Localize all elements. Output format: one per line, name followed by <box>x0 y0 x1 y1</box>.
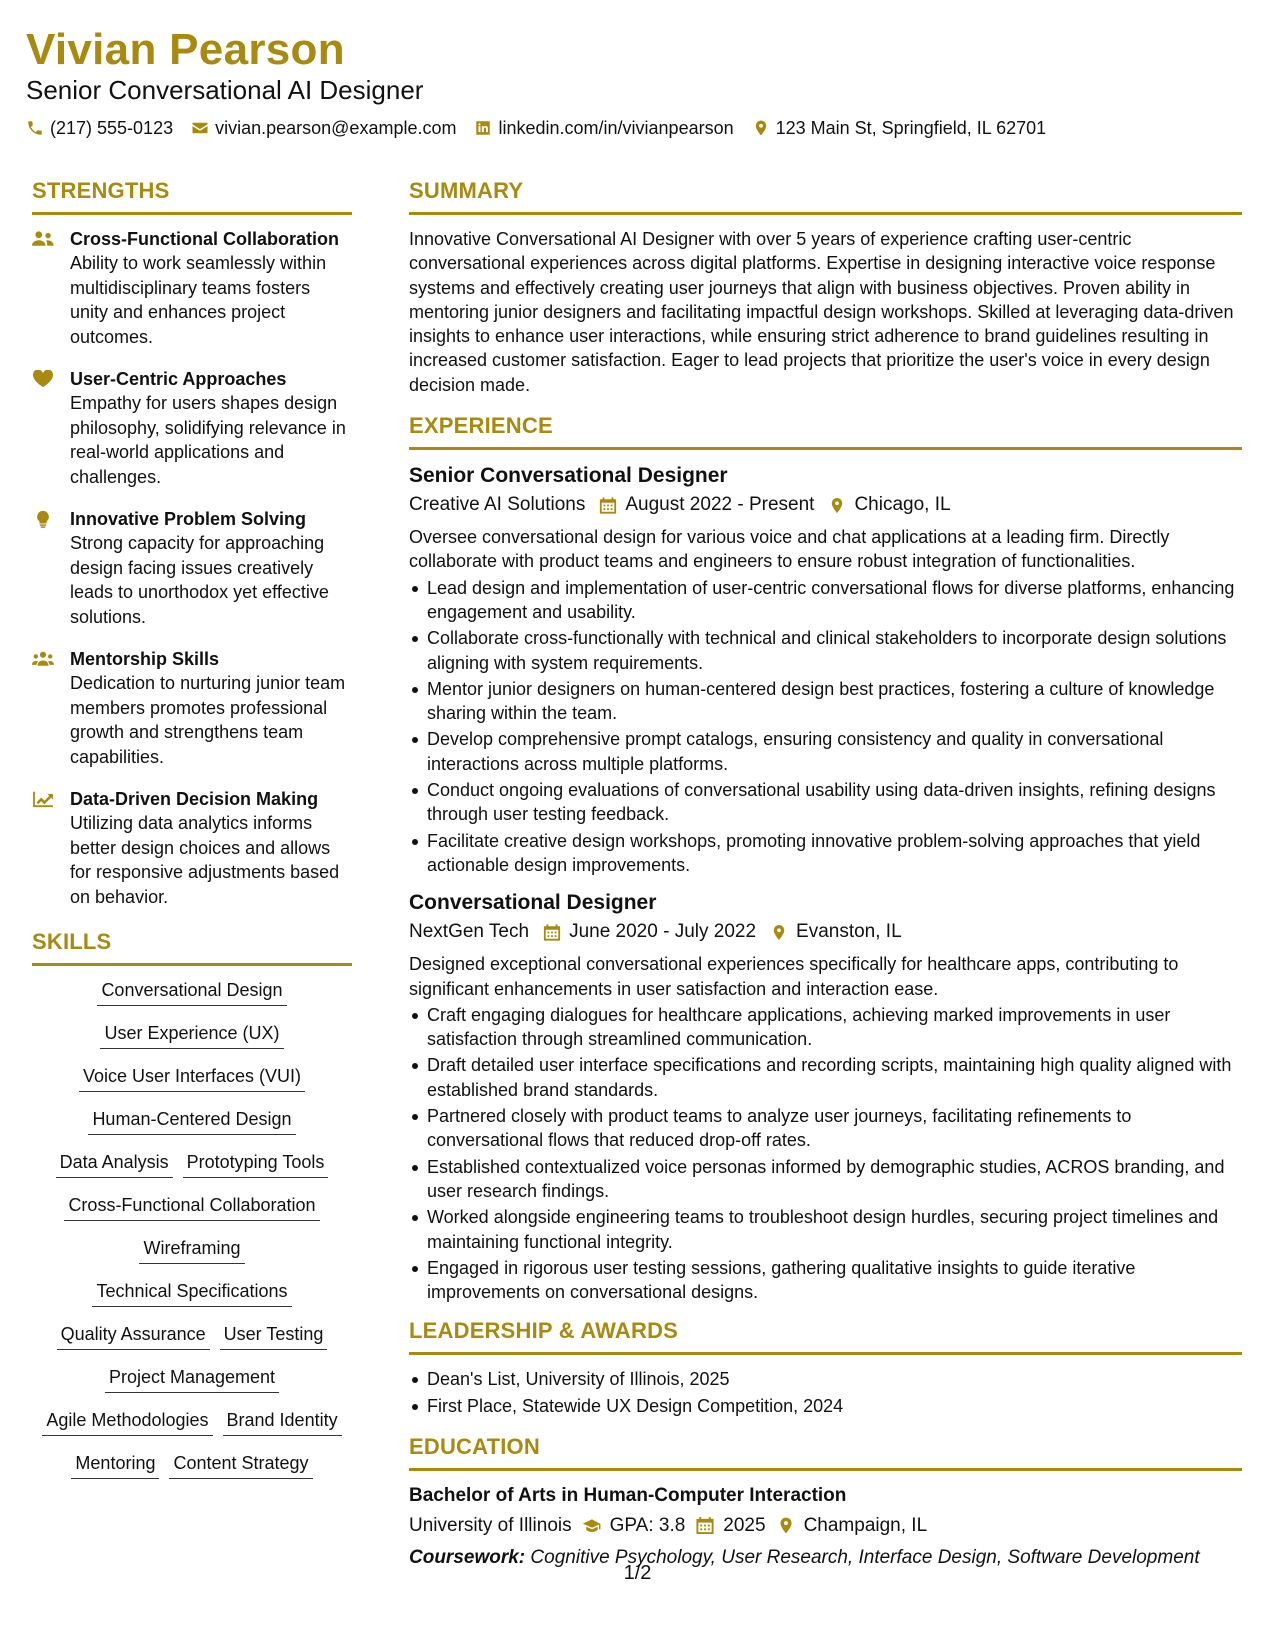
skills-heading: SKILLS <box>32 927 352 966</box>
skill-tag: Voice User Interfaces (VUI) <box>79 1064 305 1092</box>
left-column <box>32 176 352 1494</box>
awards-list <box>409 1367 1242 1418</box>
page-number: 1/2 <box>623 1562 652 1584</box>
job-dates: June 2020 - July 2022 <box>569 921 757 943</box>
lightbulb-icon <box>32 510 54 528</box>
skill-tag: Agile Methodologies <box>42 1408 212 1436</box>
email-text: vivian.pearson@example.com <box>215 118 457 138</box>
address-text: 123 Main St, Springfield, IL 62701 <box>775 118 1047 138</box>
strength-item <box>32 787 352 909</box>
chart-line-icon <box>32 790 54 808</box>
awards-heading: LEADERSHIP & AWARDS <box>409 1316 1242 1355</box>
summary-text: Innovative Conversational AI Designer with over 5 years of experience crafting user-centric conversational experiences across digital platforms. Expertise in designing interactive voice response systems and effectively creating user journeys that align with business objectives. Proven ability in mentoring junior designers and facilitating impactful design workshops. Skilled at leveraging data-driven insights to enhance user interactions, while ensuring strict adherence to brand guidelines resulting in increased customer satisfaction. Eager to lead projects that prioritize the user's voice in every design decision made. <box>409 229 1234 395</box>
right-column <box>409 176 1242 1571</box>
strength-desc: Empathy for users shapes design philosophy, solidifying relevance in real-world applications and challenges. <box>70 393 346 487</box>
education-year: 2025 <box>723 1514 766 1536</box>
list-item: Lead design and implementation of user-centric conversational flows for diverse platforms, enhancing engagement and usability. <box>409 576 1242 625</box>
strength-item <box>32 227 352 349</box>
contact-linkedin[interactable] <box>474 116 733 140</box>
linkedin-icon <box>474 119 492 137</box>
team-icon <box>32 650 54 668</box>
skill-tag: Human-Centered Design <box>88 1107 295 1135</box>
skill-tag: Conversational Design <box>97 978 286 1006</box>
strength-item <box>32 647 352 769</box>
job-title: Senior Conversational Designer <box>409 464 728 488</box>
strength-desc: Utilizing data analytics informs better design choices and allows for responsive adjustments based on behavior. <box>70 813 340 907</box>
list-item: Craft engaging dialogues for healthcare applications, achieving marked improvements in user satisfaction through streamlined communication. <box>409 1003 1242 1052</box>
list-item: Established contextualized voice personas informed by demographic studies, ACROS branding, and user research findings. <box>409 1155 1242 1204</box>
education-heading: EDUCATION <box>409 1432 1242 1471</box>
job-meta <box>409 919 1242 945</box>
skill-tag: Prototyping Tools <box>183 1150 329 1178</box>
job-entry <box>409 889 1242 1304</box>
strength-title: User-Centric Approaches <box>70 369 287 389</box>
list-item: Dean's List, University of Illinois, 2025 <box>409 1367 1242 1391</box>
contact-phone[interactable] <box>26 116 173 140</box>
job-description: Designed exceptional conversational experiences specifically for healthcare apps, contributing to significant enhancements in user satisfaction and interaction ease. <box>409 954 1179 999</box>
job-bullets <box>409 576 1242 878</box>
skill-tag: Cross-Functional Collaboration <box>64 1193 319 1221</box>
job-company: NextGen Tech <box>409 921 530 943</box>
calendar-icon <box>543 923 561 942</box>
strength-title: Data-Driven Decision Making <box>70 789 319 809</box>
graduation-cap-icon <box>582 1516 602 1535</box>
phone-text: (217) 555-0123 <box>50 118 174 138</box>
strength-item <box>32 507 352 629</box>
list-item: Mentor junior designers on human-centered design best practices, fostering a culture of knowledge sharing within the team. <box>409 677 1242 726</box>
skill-tag: Mentoring <box>71 1451 159 1479</box>
strength-item <box>32 367 352 489</box>
map-pin-icon <box>828 496 846 515</box>
coursework-list: Cognitive Psychology, User Research, Interface Design, Software Development <box>530 1546 1200 1568</box>
skill-tag: Wireframing <box>139 1236 244 1264</box>
job-title: Conversational Designer <box>409 891 657 915</box>
map-pin-icon <box>770 923 788 942</box>
phone-icon <box>26 119 44 137</box>
candidate-name: Vivian Pearson <box>26 25 345 74</box>
skill-tag: User Testing <box>220 1322 328 1350</box>
list-item: First Place, Statewide UX Design Competition, 2024 <box>409 1394 1242 1418</box>
list-item: Engaged in rigorous user testing sessions, gathering qualitative insights to guide iterative improvements on conversational designs. <box>409 1256 1242 1305</box>
job-location: Evanston, IL <box>796 921 902 943</box>
list-item: Develop comprehensive prompt catalogs, ensuring consistency and quality in conversational interactions across multiple platforms. <box>409 727 1242 776</box>
list-item: Draft detailed user interface specifications and recording scripts, maintaining high quality aligned with established brand standards. <box>409 1053 1242 1102</box>
list-item: Conduct ongoing evaluations of conversational usability using data-driven insights, refining designs through user testing feedback. <box>409 778 1242 827</box>
resume-header <box>26 24 1256 140</box>
users-icon <box>32 230 54 248</box>
contact-email[interactable] <box>191 116 456 140</box>
list-item: Partnered closely with product teams to analyze user journeys, facilitating refinements to conversational flows that reduced drop-off rates. <box>409 1104 1242 1153</box>
strength-desc: Strong capacity for approaching design facing issues creatively leads to unorthodox yet effective solutions. <box>70 533 329 627</box>
coursework-label: Coursework: <box>409 1546 526 1568</box>
contact-bar <box>26 116 1256 140</box>
map-pin-icon <box>752 119 770 137</box>
experience-heading: EXPERIENCE <box>409 411 1242 450</box>
contact-address <box>752 116 1047 140</box>
strengths-heading: STRENGTHS <box>32 176 352 215</box>
strength-title: Innovative Problem Solving <box>70 509 307 529</box>
job-company: Creative AI Solutions <box>409 494 586 516</box>
calendar-icon <box>695 1516 715 1535</box>
job-location: Chicago, IL <box>854 494 951 516</box>
gpa-text: GPA: 3.8 <box>609 1514 686 1536</box>
skill-tag: Project Management <box>105 1365 279 1393</box>
job-entry <box>409 462 1242 877</box>
linkedin-text: linkedin.com/in/vivianpearson <box>498 118 734 138</box>
candidate-role: Senior Conversational AI Designer <box>26 75 424 105</box>
job-meta <box>409 492 1242 518</box>
skill-tag: Quality Assurance <box>57 1322 210 1350</box>
skill-tag: User Experience (UX) <box>100 1021 283 1049</box>
summary-heading: SUMMARY <box>409 176 1242 215</box>
job-bullets <box>409 1003 1242 1305</box>
education-location: Champaign, IL <box>803 1514 928 1536</box>
job-description: Oversee conversational design for various voice and chat applications at a leading firm. Directly collaborate with product teams and engineers to ensure robust integration of functionalities. <box>409 527 1170 572</box>
map-pin-icon <box>776 1516 796 1535</box>
degree-title: Bachelor of Arts in Human-Computer Interaction <box>409 1484 847 1506</box>
school-name: University of Illinois <box>409 1514 572 1536</box>
heart-icon <box>32 370 54 388</box>
job-dates: August 2022 - Present <box>625 494 815 516</box>
skill-tag: Technical Specifications <box>92 1279 291 1307</box>
calendar-icon <box>599 496 617 515</box>
list-item: Collaborate cross-functionally with technical and clinical stakeholders to incorporate design solutions aligning with system requirements. <box>409 626 1242 675</box>
skills-list <box>32 978 352 1494</box>
list-item: Worked alongside engineering teams to troubleshoot design hurdles, securing project timelines and maintaining functional integrity. <box>409 1205 1242 1254</box>
skill-tag: Data Analysis <box>56 1150 173 1178</box>
strength-desc: Ability to work seamlessly within multidisciplinary teams fosters unity and enhances project outcomes. <box>70 253 327 347</box>
list-item: Facilitate creative design workshops, promoting innovative problem-solving approaches that yield actionable design improvements. <box>409 829 1242 878</box>
strength-desc: Dedication to nurturing junior team members promotes professional growth and strengthens team capabilities. <box>70 673 346 767</box>
education-meta <box>409 1513 1242 1539</box>
skill-tag: Content Strategy <box>169 1451 312 1479</box>
strength-title: Cross-Functional Collaboration <box>70 229 340 249</box>
strength-title: Mentorship Skills <box>70 649 220 669</box>
envelope-icon <box>191 119 209 137</box>
skill-tag: Brand Identity <box>223 1408 342 1436</box>
